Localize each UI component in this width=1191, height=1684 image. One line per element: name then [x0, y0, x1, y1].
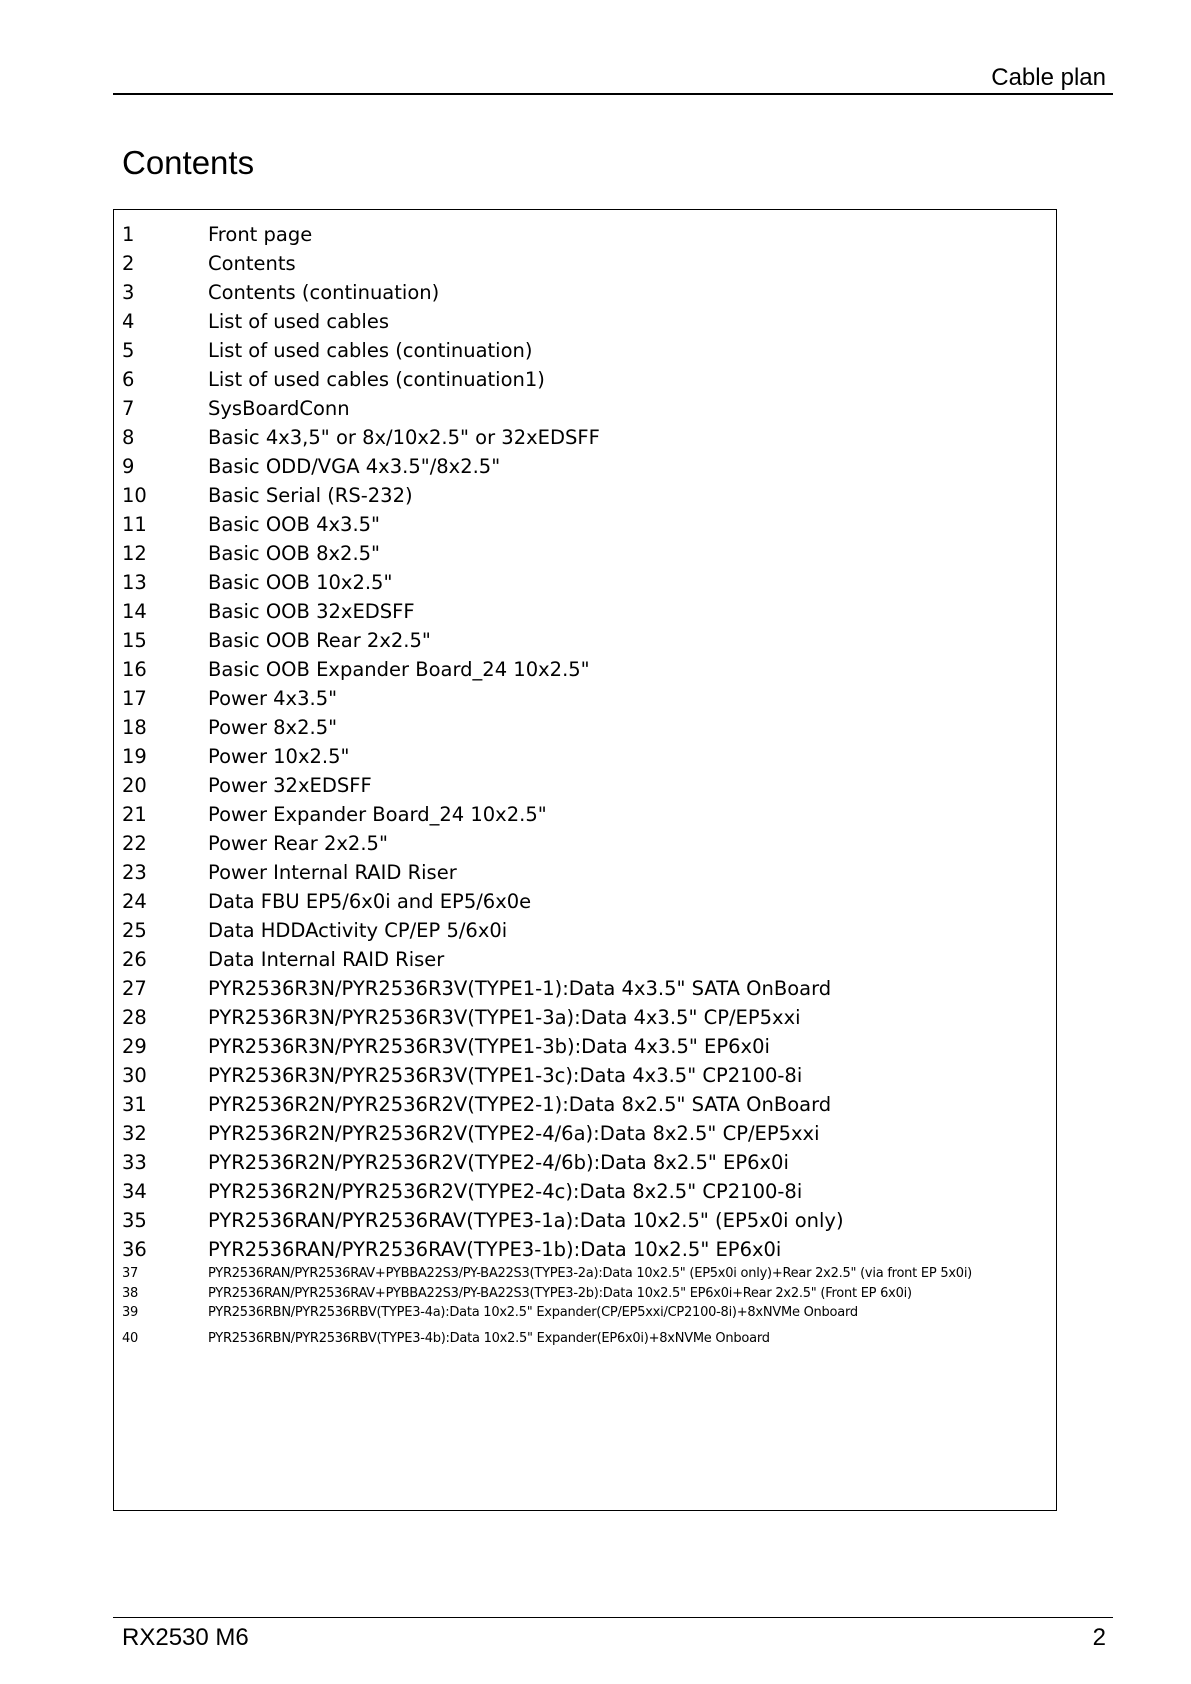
- toc-row: [122, 771, 1048, 800]
- toc-row: [122, 684, 1048, 713]
- toc-page-number: 12: [122, 542, 147, 565]
- page-number: 2: [1092, 1624, 1106, 1651]
- toc-page-number: 36: [122, 1238, 147, 1261]
- toc-row: [122, 452, 1048, 481]
- toc-page-number: 38: [122, 1285, 139, 1301]
- toc-row: [122, 742, 1048, 771]
- toc-entry-title: PYR2536R2N/PYR2536R2V(TYPE2-1):Data 8x2.5" SATA OnBoard: [208, 1093, 832, 1116]
- toc-row: [122, 278, 1048, 307]
- toc-row: [122, 1235, 1048, 1264]
- toc-page-number: 29: [122, 1035, 147, 1058]
- toc-entry-title: Data HDDActivity CP/EP 5/6x0i: [208, 919, 508, 942]
- toc-entry-title: Basic OOB 10x2.5": [208, 571, 393, 594]
- toc-page-number: 33: [122, 1151, 147, 1174]
- toc-entry-title: Contents: [208, 252, 296, 275]
- toc-row: [122, 1303, 1048, 1323]
- toc-entry-title: PYR2536RAN/PYR2536RAV+PYBBA22S3/PY-BA22S3(TYPE3-2b):Data 10x2.5" EP6x0i+Rear 2x2.5" (Front EP 6x0i): [208, 1285, 912, 1301]
- toc-entry-title: PYR2536R2N/PYR2536R2V(TYPE2-4c):Data 8x2.5" CP2100-8i: [208, 1180, 803, 1203]
- toc-entry-title: Basic Serial (RS-232): [208, 484, 413, 507]
- toc-page-number: 17: [122, 687, 147, 710]
- toc-page-number: 7: [122, 397, 135, 420]
- toc-row: [122, 858, 1048, 887]
- toc-page-number: 40: [122, 1330, 139, 1346]
- toc-entry-title: Power Internal RAID Riser: [208, 861, 457, 884]
- toc-page-number: 22: [122, 832, 147, 855]
- footer-model: RX2530 M6: [122, 1624, 249, 1651]
- toc-entry-title: Power 4x3.5": [208, 687, 338, 710]
- toc-page-number: 1: [122, 223, 135, 246]
- toc-entry-title: PYR2536RBN/PYR2536RBV(TYPE3-4a):Data 10x2.5" Expander(CP/EP5xxi/CP2100-8i)+8xNVMe Onboard: [208, 1305, 858, 1320]
- toc-entry-title: Basic OOB 32xEDSFF: [208, 600, 415, 623]
- toc-page-number: 16: [122, 658, 147, 681]
- toc-row: [122, 510, 1048, 539]
- toc-page-number: 26: [122, 948, 147, 971]
- toc-row: [122, 1177, 1048, 1206]
- toc-page-number: 4: [122, 310, 135, 333]
- toc-entry-title: PYR2536R2N/PYR2536R2V(TYPE2-4/6a):Data 8x2.5" CP/EP5xxi: [208, 1122, 820, 1145]
- toc-page-number: 9: [122, 455, 135, 478]
- toc-entry-title: Basic OOB 4x3.5": [208, 513, 381, 536]
- toc-page-number: 11: [122, 513, 147, 536]
- toc-row: [122, 916, 1048, 945]
- toc-row: [122, 307, 1048, 336]
- toc-row: [122, 1329, 1048, 1349]
- toc-row: [122, 220, 1048, 249]
- toc-row: [122, 626, 1048, 655]
- footer-rule: [113, 1617, 1113, 1618]
- toc-entry-title: Data Internal RAID Riser: [208, 948, 445, 971]
- toc-entry-title: PYR2536R3N/PYR2536R3V(TYPE1-3b):Data 4x3.5" EP6x0i: [208, 1035, 770, 1058]
- toc-entry-title: PYR2536R3N/PYR2536R3V(TYPE1-3a):Data 4x3.5" CP/EP5xxi: [208, 1006, 801, 1029]
- toc-row: [122, 1206, 1048, 1235]
- page-title: Contents: [122, 144, 255, 181]
- toc-page-number: 27: [122, 977, 147, 1000]
- toc-row: [122, 800, 1048, 829]
- toc-page-number: 8: [122, 426, 135, 449]
- toc-page-number: 37: [122, 1266, 139, 1281]
- toc-entry-title: Basic OOB Expander Board_24 10x2.5": [208, 658, 590, 681]
- toc-row: [122, 568, 1048, 597]
- toc-entry-title: PYR2536R3N/PYR2536R3V(TYPE1-3c):Data 4x3.5" CP2100-8i: [208, 1064, 803, 1087]
- toc-entry-title: Front page: [208, 223, 313, 246]
- toc-page-number: 35: [122, 1209, 147, 1232]
- toc-row: [122, 539, 1048, 568]
- toc-row: [122, 1061, 1048, 1090]
- toc-row: [122, 829, 1048, 858]
- toc-entry-title: List of used cables (continuation): [208, 339, 533, 362]
- header-title: Cable plan: [991, 64, 1106, 91]
- toc-row: [122, 1003, 1048, 1032]
- toc-page-number: 20: [122, 774, 147, 797]
- toc-page-number: 2: [122, 252, 135, 275]
- toc-row: [122, 249, 1048, 278]
- toc-row: [122, 1284, 1048, 1304]
- toc-page-number: 30: [122, 1064, 147, 1087]
- toc-entry-title: Basic ODD/VGA 4x3.5"/8x2.5": [208, 455, 501, 478]
- toc-entry-title: Contents (continuation): [208, 281, 440, 304]
- toc-row: [122, 945, 1048, 974]
- toc-row: [122, 655, 1048, 684]
- toc-entry-title: Basic 4x3,5" or 8x/10x2.5" or 32xEDSFF: [208, 426, 600, 449]
- toc-page-number: 15: [122, 629, 147, 652]
- toc-entry-title: PYR2536RBN/PYR2536RBV(TYPE3-4b):Data 10x2.5" Expander(EP6x0i)+8xNVMe Onboard: [208, 1330, 770, 1346]
- toc-entry-title: List of used cables (continuation1): [208, 368, 545, 391]
- toc-row: [122, 481, 1048, 510]
- toc-page-number: 31: [122, 1093, 147, 1116]
- toc-page-number: 13: [122, 571, 147, 594]
- toc-page-number: 39: [122, 1305, 139, 1320]
- toc-page-number: 23: [122, 861, 147, 884]
- toc-page-number: 24: [122, 890, 147, 913]
- toc-entry-title: Power Rear 2x2.5": [208, 832, 388, 855]
- toc-entry-title: Basic OOB Rear 2x2.5": [208, 629, 431, 652]
- toc-entry-title: SysBoardConn: [208, 397, 350, 420]
- toc-page-number: 3: [122, 281, 135, 304]
- toc-row: [122, 1148, 1048, 1177]
- toc-page-number: 14: [122, 600, 147, 623]
- toc-row: [122, 887, 1048, 916]
- contents-list: [122, 220, 1048, 1348]
- toc-row: [122, 365, 1048, 394]
- toc-row: [122, 1090, 1048, 1119]
- toc-row: [122, 974, 1048, 1003]
- toc-row: [122, 394, 1048, 423]
- toc-row: [122, 1032, 1048, 1061]
- toc-page-number: 10: [122, 484, 147, 507]
- toc-row: [122, 423, 1048, 452]
- toc-page-number: 18: [122, 716, 147, 739]
- toc-row: [122, 713, 1048, 742]
- toc-page-number: 25: [122, 919, 147, 942]
- toc-row: [122, 597, 1048, 626]
- toc-entry-title: Power 8x2.5": [208, 716, 338, 739]
- toc-entry-title: PYR2536R3N/PYR2536R3V(TYPE1-1):Data 4x3.5" SATA OnBoard: [208, 977, 832, 1000]
- toc-entry-title: PYR2536RAN/PYR2536RAV(TYPE3-1b):Data 10x2.5" EP6x0i: [208, 1238, 782, 1261]
- toc-page-number: 6: [122, 368, 135, 391]
- toc-entry-title: Power 32xEDSFF: [208, 774, 372, 797]
- toc-row: [122, 1119, 1048, 1148]
- toc-page-number: 34: [122, 1180, 147, 1203]
- toc-row: [122, 1264, 1048, 1284]
- toc-page-number: 19: [122, 745, 147, 768]
- toc-page-number: 32: [122, 1122, 147, 1145]
- toc-page-number: 21: [122, 803, 147, 826]
- toc-entry-title: Data FBU EP5/6x0i and EP5/6x0e: [208, 890, 532, 913]
- contents-table: [113, 209, 1057, 1511]
- toc-entry-title: PYR2536RAN/PYR2536RAV+PYBBA22S3/PY-BA22S3(TYPE3-2a):Data 10x2.5" (EP5x0i only)+Rear 2x2.5" (via front EP 5x0i): [208, 1266, 973, 1281]
- toc-entry-title: Power 10x2.5": [208, 745, 350, 768]
- toc-entry-title: PYR2536RAN/PYR2536RAV(TYPE3-1a):Data 10x2.5" (EP5x0i only): [208, 1209, 844, 1232]
- toc-entry-title: Power Expander Board_24 10x2.5": [208, 803, 547, 826]
- header-rule: [113, 93, 1113, 95]
- toc-entry-title: List of used cables: [208, 310, 389, 333]
- toc-entry-title: PYR2536R2N/PYR2536R2V(TYPE2-4/6b):Data 8x2.5" EP6x0i: [208, 1151, 789, 1174]
- toc-entry-title: Basic OOB 8x2.5": [208, 542, 381, 565]
- toc-page-number: 5: [122, 339, 135, 362]
- toc-page-number: 28: [122, 1006, 147, 1029]
- toc-row: [122, 336, 1048, 365]
